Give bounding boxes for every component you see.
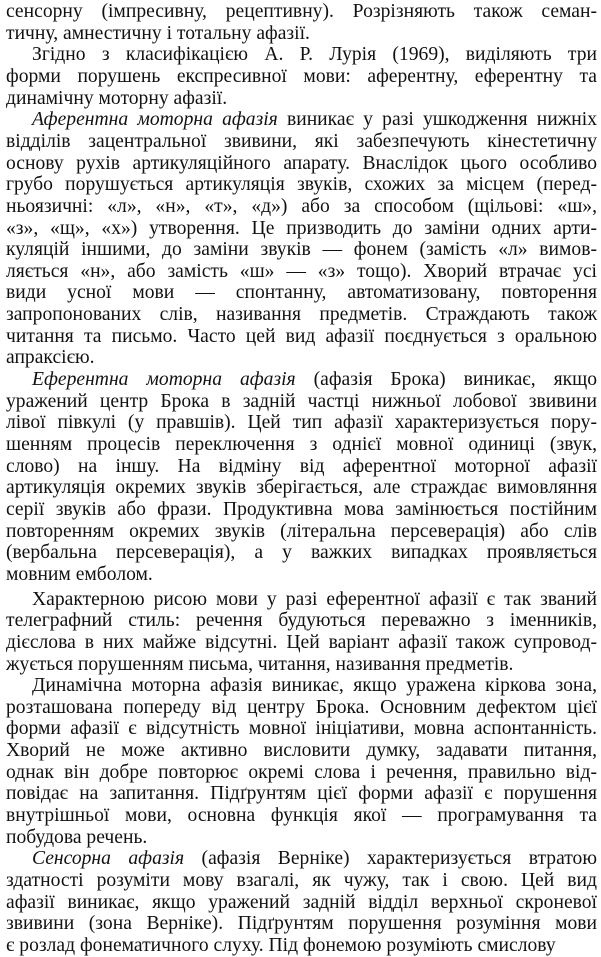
text-line <box>32 369 597 391</box>
text-line <box>6 564 597 586</box>
italic-term: Еферентна моторна афазія <box>32 369 296 391</box>
text-segment: є розлад фонематичного слуху. Під фонемою розуміють смислову <box>6 934 556 956</box>
text-segment: лівої півкулі (у правшів). Цей тип афазії характеризується пору- <box>6 412 597 434</box>
text-segment: сенсорну (імпресивну, рецептивну). Розрізняють також семан- <box>6 1 597 22</box>
text-segment: повідає на запитання. Підґрунтям цієї форми афазії є порушення <box>6 783 597 805</box>
text-line <box>6 23 597 45</box>
text-segment: уражений центр Брока в задній частці нижньої лобової звивини <box>6 390 597 412</box>
text-line <box>6 805 597 827</box>
text-segment: апраксією. <box>6 347 95 369</box>
text-line <box>6 456 597 478</box>
text-line <box>6 282 597 304</box>
text-line <box>32 675 597 697</box>
text-line <box>32 589 597 611</box>
text-segment: тичну, амнестичну і тотальну афазії. <box>6 22 310 44</box>
text-line <box>6 261 597 283</box>
text-line <box>6 913 597 935</box>
text-line <box>6 632 597 654</box>
text-segment: ньоязичні: «л», «н», «т», «д») або за способом (щільові: «ш», <box>6 195 597 217</box>
italic-term: Аферентна моторна афазія <box>32 109 278 131</box>
text-segment: (афазія Брока) виникає, якщо <box>295 369 597 391</box>
text-segment: здатності розуміти мову взагалі, як чужу, так і свою. Цей вид <box>6 870 597 891</box>
text-line <box>6 131 597 153</box>
text-segment: дієслова в них майже відсутні. Цей варіант афазії також супровод- <box>6 631 597 653</box>
text-segment: грубо порушується артикуляція звуків, схожих за місцем (перед- <box>6 174 597 196</box>
text-line <box>6 477 597 499</box>
text-segment: Динамічна моторна афазія виникає, якщо уражена кіркова зона, <box>32 675 597 697</box>
text-line <box>6 870 597 892</box>
text-segment: динамічну моторну афазії. <box>6 87 228 109</box>
text-line <box>6 697 597 719</box>
text-segment: внутрішньої мови, основна функція якої — програмування та <box>6 805 597 827</box>
text-line <box>32 848 597 870</box>
text-segment: основу рухів артикуляційного апарату. Внаслідок цього особливо <box>6 152 597 174</box>
text-segment: жується порушенням письма, читання, називання предметів. <box>6 653 514 675</box>
text-line <box>32 44 597 66</box>
text-line <box>6 66 597 88</box>
text-segment: слово) на іншу. На відміну від аферентної моторної афазії <box>6 455 597 477</box>
text-line <box>6 391 597 413</box>
text-line <box>6 892 597 914</box>
text-segment: розташована попереду від центру Брока. Основним дефектом цієї <box>6 696 597 718</box>
text-segment: форми афазії є відсутність мовної ініціативи, мовна аспонтанність. <box>6 718 597 740</box>
text-segment: читання та письмо. Часто цей вид афазії поєднується з оральною <box>6 325 597 347</box>
text-line <box>6 434 597 456</box>
text-line <box>32 109 597 131</box>
text-segment: запропонованих слів, називання предметів. Страждають також <box>6 304 597 326</box>
text-segment: шенням процесів переключення з однієї мовної одиниці (звук, <box>6 434 597 455</box>
text-segment: відділів зацентральної звивини, які забезпечують кінестетичну <box>6 130 597 152</box>
text-segment: куляцій іншими, до заміни звуків — фонем (замість «л» вимов- <box>6 239 597 261</box>
text-line <box>6 740 597 762</box>
text-segment: артикуляція окремих звуків зберігається, але страждає вимовляння <box>6 477 597 499</box>
text-segment: серії звуків або фрази. Продуктивна мова замінюється постійним <box>6 498 597 520</box>
text-line <box>6 610 597 632</box>
text-segment: телеграфний стиль: речення будуються переважно з іменників, <box>6 610 597 632</box>
text-segment: види усної мови — спонтанну, автоматизовану, повторення <box>6 282 597 304</box>
text-segment: Згідно з класифікацією А. Р. Лурія (1969), виділяють три <box>32 44 597 66</box>
text-segment: виникає у разі ушкодження нижніх <box>277 109 597 131</box>
text-segment: афазії виникає, якщо уражений задній відділ верхньої скроневої <box>6 891 597 913</box>
text-line <box>6 218 597 240</box>
text-line <box>6 239 597 261</box>
text-line <box>6 521 597 543</box>
text-line <box>6 304 597 326</box>
text-segment: (афазія Верніке) характеризується втратою <box>184 848 597 870</box>
text-segment: звивини (зона Верніке). Підґрунтям порушення розуміння мови <box>6 913 597 935</box>
text-segment: (вербальна персеверація), а у важких випадках проявляється <box>6 542 597 564</box>
text-line <box>6 1 597 23</box>
text-segment: «з», «щ», «х») утворення. Це призводить до заміни одних арти- <box>6 217 597 239</box>
text-segment: однак він добре повторює окремі слова і речення, правильно від- <box>6 761 597 783</box>
text-line <box>6 499 597 521</box>
text-segment: Характерною рисою мови у разі еферентної афазії є так званий <box>32 588 597 610</box>
text-line <box>6 412 597 434</box>
text-line <box>6 762 597 784</box>
text-segment: ляється «н», або замість «ш» — «з» тощо). Хворий втрачає усі <box>6 260 597 282</box>
text-line <box>6 827 597 849</box>
text-segment: форми порушень експресивної мови: аферентну, еферентну та <box>6 65 597 87</box>
text-line <box>6 153 597 175</box>
text-segment: мовним емболом. <box>6 563 153 585</box>
text-line <box>6 783 597 805</box>
text-line <box>6 326 597 348</box>
text-line <box>6 88 597 110</box>
text-line <box>6 542 597 564</box>
text-segment: Хворий не може активно висловити думку, задавати питання, <box>6 740 597 762</box>
text-line <box>6 347 597 369</box>
text-segment: побудова речень. <box>6 826 148 848</box>
italic-term: Сенсорна афазія <box>32 848 185 870</box>
text-line <box>6 718 597 740</box>
text-line <box>6 174 597 196</box>
text-segment: повторенням окремих звуків (літеральна персеверація) або слів <box>6 520 597 542</box>
text-line <box>6 196 597 218</box>
text-line <box>6 654 597 676</box>
text-line <box>6 935 597 957</box>
